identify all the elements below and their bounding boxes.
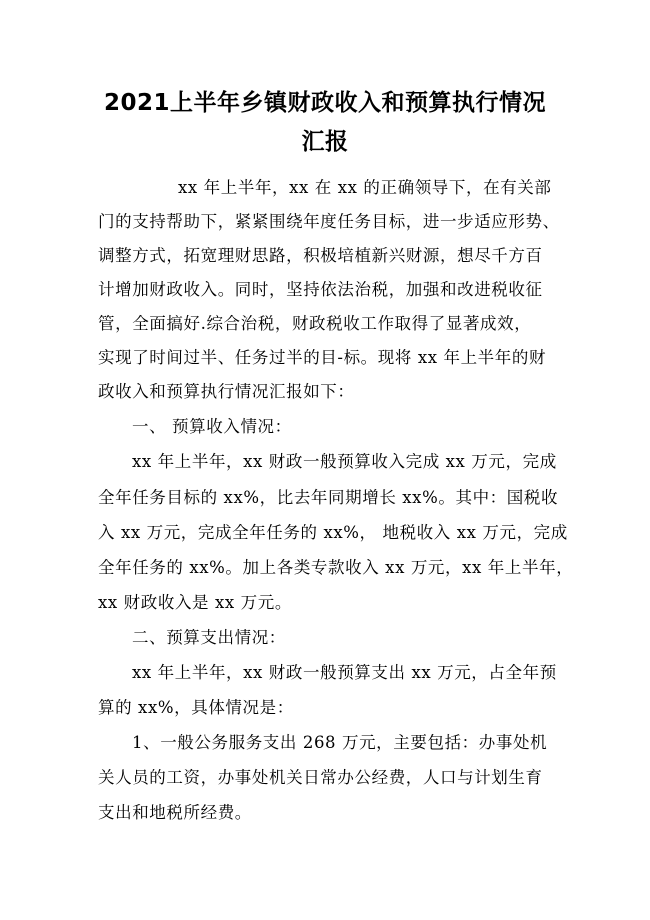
expenditure-line: 算的 xx%，具体情况是：: [98, 698, 294, 717]
intro-line: 调整方式，拓宽理财思路，积极培植新兴财源，想尽千方百: [98, 246, 543, 265]
item-1-line: 1、一般公务服务支出 268 万元，主要包括：办事处机: [132, 733, 548, 752]
revenue-line: 全年任务目标的 xx%，比去年同期增长 xx%。其中：国税收: [98, 488, 559, 507]
document-title-line-1: 2021上半年乡镇财政收入和预算执行情况: [103, 90, 546, 116]
revenue-line: 入 xx 万元，完成全年任务的 xx%， 地税收入 xx 万元，完成: [98, 523, 568, 542]
intro-line: 计增加财政收入。同时，坚持依法治税，加强和改进税收征: [98, 280, 543, 299]
intro-line: 管，全面搞好.综合治税，财政税收工作取得了显著成效，: [98, 314, 532, 333]
intro-line: 门的支持帮助下，紧紧围绕年度任务目标，进一步适应形势、: [98, 212, 560, 231]
section-heading-expenditure: 二、预算支出情况：: [132, 628, 286, 647]
revenue-line: 全年任务的 xx%。加上各类专款收入 xx 万元，xx 年上半年，: [98, 558, 574, 577]
intro-line: 实现了时间过半、任务过半的目-标。现将 xx 年上半年的财: [98, 348, 547, 367]
expenditure-line: xx 年上半年，xx 财政一般预算支出 xx 万元，占全年预: [132, 663, 557, 682]
revenue-line: xx 财政收入是 xx 万元。: [98, 593, 292, 612]
document-title-line-2: 汇报: [301, 129, 349, 155]
section-heading-revenue: 一、 预算收入情况：: [132, 417, 292, 436]
item-1-line: 关人员的工资，办事处机关日常办公经费，人口与计划生育: [98, 768, 543, 787]
revenue-line: xx 年上半年，xx 财政一般预算收入完成 xx 万元，完成: [132, 452, 557, 471]
intro-line: 政收入和预算执行情况汇报如下：: [98, 382, 355, 401]
item-1-line: 支出和地税所经费。: [98, 803, 252, 822]
intro-line: xx 年上半年，xx 在 xx 的正确领导下，在有关部: [178, 178, 552, 197]
